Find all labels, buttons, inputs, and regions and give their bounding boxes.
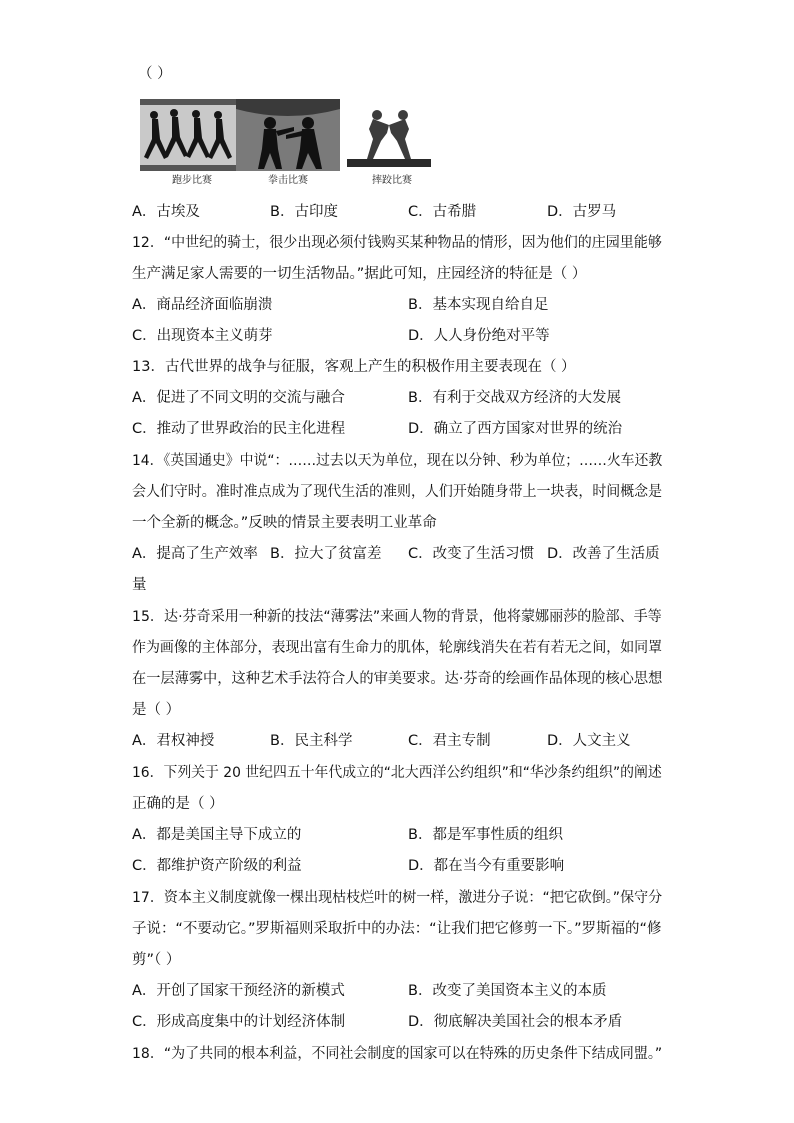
option-a: A．开创了国家干预经济的新模式 <box>132 983 345 999</box>
option-d: D．都在当今有重要影响 <box>408 858 565 874</box>
question-text: 18．“为了共同的根本利益，不同社会制度的国家可以在特殊的历史条件下结成同盟。” <box>132 1046 663 1062</box>
option-b: B．基本实现自给自足 <box>408 297 549 313</box>
option-d: D．彻底解决美国社会的根本矛盾 <box>408 1014 623 1030</box>
option-b: B．民主科学 <box>270 733 353 749</box>
boxing-match-pottery-image <box>236 99 340 171</box>
option-c: C．都维护资产阶级的利益 <box>132 858 302 874</box>
question-text: 会人们守时。准时准点成为了现代生活的准则，人们开始随身带上一块表，时间概念是 <box>132 484 663 500</box>
option-a: A．促进了不同文明的交流与融合 <box>132 390 345 406</box>
option-c: C．改变了生活习惯 <box>408 546 535 562</box>
option-c: C．君主专制 <box>408 733 491 749</box>
question-text: 13．古代世界的战争与征服，客观上产生的积极作用主要表现在（ ） <box>132 359 576 375</box>
option-d: D．人文主义 <box>547 733 631 749</box>
wrestling-statue-image <box>343 99 435 171</box>
option-a: A．都是美国主导下成立的 <box>132 827 302 843</box>
image-caption: 拳击比赛 <box>268 175 308 186</box>
option-a: A．商品经济面临崩溃 <box>132 297 273 313</box>
option-b: B．拉大了贫富差 <box>270 546 382 562</box>
question-text: 子说：“不要动它。”罗斯福则采取折中的办法：“让我们把它修剪一下。”罗斯福的“修 <box>132 921 662 937</box>
option-b: B．有利于交战双方经济的大发展 <box>408 390 621 406</box>
question-text: 是（ ） <box>132 702 181 718</box>
question-text: 12．“中世纪的骑士，很少出现必须付钱购买某种物品的情形，因为他们的庄园里能够 <box>132 235 662 251</box>
option-c: C．出现资本主义萌芽 <box>132 328 273 344</box>
question-text: 一个全新的概念。”反映的情景主要表明工业革命 <box>132 515 437 531</box>
image-caption: 摔跤比赛 <box>372 175 412 186</box>
option-c: C．形成高度集中的计划经济体制 <box>132 1014 346 1030</box>
option-b: B．古印度 <box>270 204 338 220</box>
image-caption: 跑步比赛 <box>172 175 212 186</box>
question-text: 14．《英国通史》中说“：……过去以天为单位，现在以分钟、秒为单位；……火车还教 <box>132 453 663 469</box>
option-b: B．都是军事性质的组织 <box>408 827 563 843</box>
option-a: A．提高了生产效率 <box>132 546 258 562</box>
question-text: 15．达·芬奇采用一种新的技法“薄雾法”来画人物的背景，他将蒙娜丽莎的脸部、手等 <box>132 609 662 625</box>
running-race-pottery-image <box>140 99 236 171</box>
q11-image-row <box>140 99 435 189</box>
question-text: 剪”（ ） <box>132 952 181 968</box>
option-d: D．人人身份绝对平等 <box>408 328 550 344</box>
option-a: A．君权神授 <box>132 733 215 749</box>
option-d-wrap: 量 <box>132 577 147 593</box>
option-d: D．确立了西方国家对世界的统治 <box>408 421 623 437</box>
question-text: 16．下列关于 20 世纪四五十年代成立的“北大西洋公约组织”和“华沙条约组织”的阐述 <box>132 765 662 781</box>
option-a: A．古埃及 <box>132 204 200 220</box>
option-c: C．古希腊 <box>408 204 477 220</box>
question-text: 作为画像的主体部分，表现出富有生命力的肌体，轮廓线消失在若有若无之间，如同罩 <box>132 640 663 656</box>
option-b: B．改变了美国资本主义的本质 <box>408 983 607 999</box>
question-text: 正确的是（ ） <box>132 796 224 812</box>
question-text: 生产满足家人需要的一切生活物品。”据此可知，庄园经济的特征是（ ） <box>132 266 587 282</box>
option-d: D．改善了生活质 <box>547 546 660 562</box>
question-text: 17．资本主义制度就像一棵出现枯枝烂叶的树一样，激进分子说：“把它砍倒。”保守分 <box>132 890 663 906</box>
question-text: 在一层薄雾中，这种艺术手法符合人的审美要求。达·芬奇的绘画作品体现的核心思想 <box>132 671 663 687</box>
q11-answer-blank: （ ） <box>138 66 172 82</box>
option-c: C．推动了世界政治的民主化进程 <box>132 421 346 437</box>
option-d: D．古罗马 <box>547 204 617 220</box>
